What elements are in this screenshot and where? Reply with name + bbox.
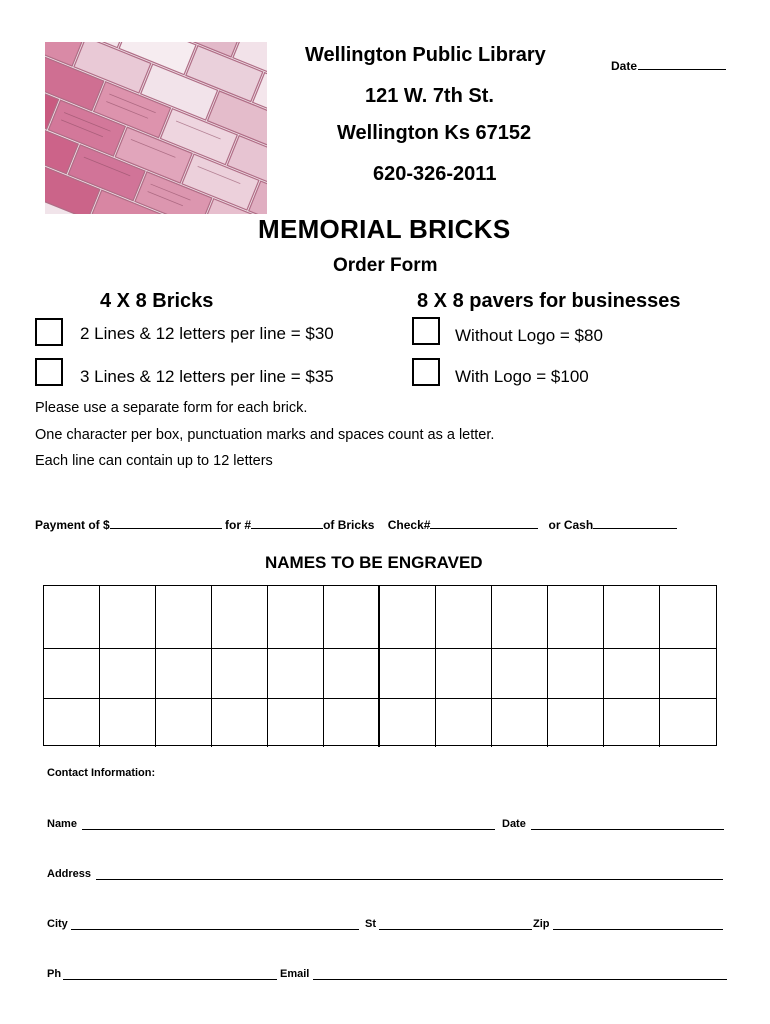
engraving-character-box[interactable] xyxy=(436,649,492,699)
engraving-grid xyxy=(43,585,717,746)
for-label: for # xyxy=(225,518,252,532)
email-field[interactable] xyxy=(313,979,727,980)
engraving-character-box[interactable] xyxy=(212,699,268,747)
city-label: City xyxy=(47,918,68,930)
note-character-box: One character per box, punctuation marks and spaces count as a letter. xyxy=(35,427,495,443)
phone-label: Ph xyxy=(47,968,62,980)
library-phone: 620-326-2011 xyxy=(373,163,497,185)
paver-with-logo-checkbox[interactable] xyxy=(412,358,440,386)
library-address-city: Wellington Ks 67152 xyxy=(337,122,532,144)
date-field-top[interactable] xyxy=(611,58,726,73)
engraving-character-box[interactable] xyxy=(548,649,604,699)
engraving-character-box[interactable] xyxy=(548,699,604,747)
phone-field[interactable] xyxy=(63,979,277,980)
engraving-character-box[interactable] xyxy=(156,586,212,649)
engraving-character-box[interactable] xyxy=(604,586,660,649)
names-to-engrave-heading: NAMES TO BE ENGRAVED xyxy=(265,553,483,572)
engraving-character-box[interactable] xyxy=(436,699,492,747)
page-subtitle: Order Form xyxy=(333,255,438,276)
email-label: Email xyxy=(280,968,310,980)
engraving-character-box[interactable] xyxy=(660,649,716,699)
name-label: Name xyxy=(47,818,77,830)
check-number-field[interactable] xyxy=(430,518,538,529)
paver-with-logo-label: With Logo = $100 xyxy=(455,367,589,386)
engraving-character-box[interactable] xyxy=(380,649,436,699)
of-bricks-label: of Bricks xyxy=(323,518,375,532)
address-label: Address xyxy=(47,868,92,880)
pavers-heading: 8 X 8 pavers for businesses xyxy=(417,290,681,312)
address-field[interactable] xyxy=(96,879,723,880)
brick-3-lines-checkbox[interactable] xyxy=(35,358,63,386)
payment-amount-field[interactable] xyxy=(110,518,222,529)
zip-label: Zip xyxy=(533,918,550,930)
engraving-character-box[interactable] xyxy=(436,586,492,649)
check-label: Check# xyxy=(387,518,431,532)
or-cash-label: or Cash xyxy=(548,518,594,532)
engraving-character-box[interactable] xyxy=(212,649,268,699)
paver-without-logo-label: Without Logo = $80 xyxy=(455,326,603,345)
engraving-character-box[interactable] xyxy=(492,649,548,699)
page-title: MEMORIAL BRICKS xyxy=(258,214,511,244)
engraving-character-box[interactable] xyxy=(212,586,268,649)
paver-without-logo-checkbox[interactable] xyxy=(412,317,440,345)
date-label: Date xyxy=(611,59,638,73)
contact-heading: Contact Information: xyxy=(47,767,156,779)
engraving-character-box[interactable] xyxy=(268,699,324,747)
engraving-character-box[interactable] xyxy=(100,649,156,699)
payment-line xyxy=(35,518,677,532)
engraving-character-box[interactable] xyxy=(44,649,100,699)
engraving-character-box[interactable] xyxy=(380,699,436,747)
engraving-character-box[interactable] xyxy=(100,699,156,747)
brick-2-lines-checkbox[interactable] xyxy=(35,318,63,346)
brick-3-lines-label: 3 Lines & 12 letters per line = $35 xyxy=(80,367,334,386)
engraving-character-box[interactable] xyxy=(156,649,212,699)
brick-2-lines-label: 2 Lines & 12 letters per line = $30 xyxy=(80,324,334,343)
date-line[interactable] xyxy=(638,58,726,70)
engraving-character-box[interactable] xyxy=(268,586,324,649)
library-address-street: 121 W. 7th St. xyxy=(365,85,494,107)
city-field[interactable] xyxy=(71,929,359,930)
library-name: Wellington Public Library xyxy=(305,44,546,66)
engraving-character-box[interactable] xyxy=(156,699,212,747)
brick-count-field[interactable] xyxy=(251,518,323,529)
engraving-character-box[interactable] xyxy=(604,649,660,699)
engraving-character-box[interactable] xyxy=(548,586,604,649)
engraving-character-box[interactable] xyxy=(380,586,436,649)
engraving-character-box[interactable] xyxy=(324,649,380,699)
engraving-character-box[interactable] xyxy=(660,699,716,747)
engraving-character-box[interactable] xyxy=(492,586,548,649)
state-label: St xyxy=(365,918,376,930)
engraving-character-box[interactable] xyxy=(604,699,660,747)
payment-of-label: Payment of $ xyxy=(35,518,110,532)
note-separate-form: Please use a separate form for each brick. xyxy=(35,400,308,416)
engraving-character-box[interactable] xyxy=(324,586,380,649)
engraving-character-box[interactable] xyxy=(268,649,324,699)
zip-field[interactable] xyxy=(553,929,723,930)
engraving-character-box[interactable] xyxy=(100,586,156,649)
bricks-heading: 4 X 8 Bricks xyxy=(100,290,214,312)
engraving-character-box[interactable] xyxy=(324,699,380,747)
memorial-bricks-photo xyxy=(45,42,267,214)
engraving-character-box[interactable] xyxy=(660,586,716,649)
note-line-limit: Each line can contain up to 12 letters xyxy=(35,453,273,469)
engraving-character-box[interactable] xyxy=(44,699,100,747)
contact-date-field[interactable] xyxy=(531,829,724,830)
name-field[interactable] xyxy=(82,829,495,830)
contact-date-label: Date xyxy=(502,818,526,830)
state-field[interactable] xyxy=(379,929,532,930)
cash-field[interactable] xyxy=(593,518,677,529)
engraving-character-box[interactable] xyxy=(492,699,548,747)
engraving-character-box[interactable] xyxy=(44,586,100,649)
